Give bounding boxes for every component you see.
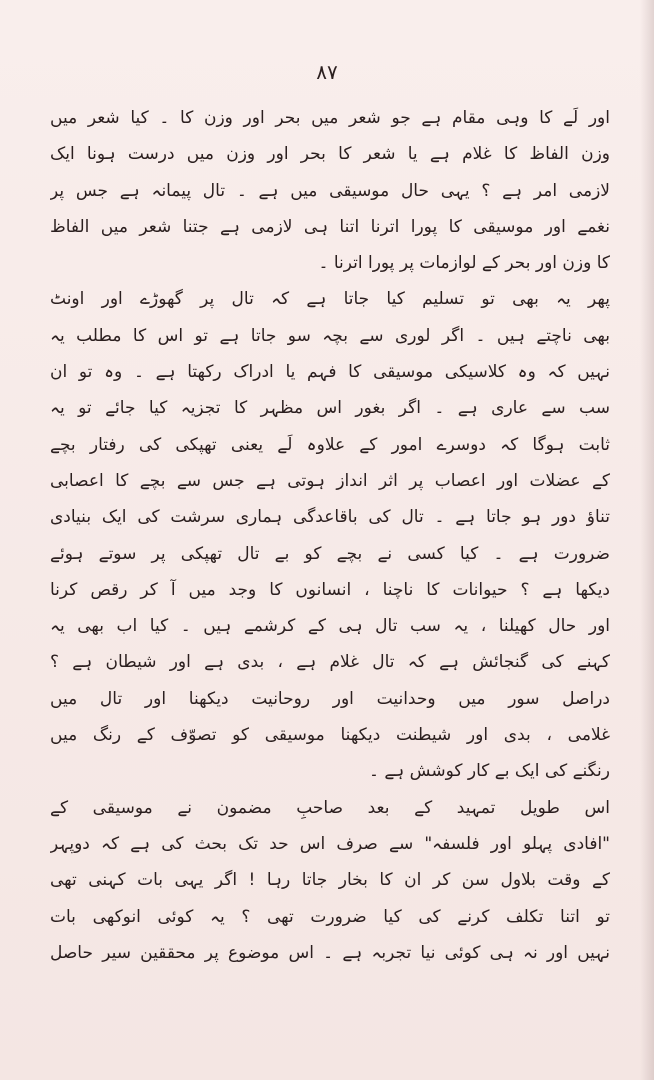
text-line: ثابت ہوگا کہ دوسرے امور کے علاوہ لَے یعنی تھپکی کی رفتار بچے (50, 434, 610, 455)
body-text (50, 100, 610, 971)
page-number: ۸۷ (316, 60, 338, 84)
text-line: نہیں اور نہ ہی کوئی نیا تجربہ ہے ۔ اس موضوع پر محققین سیر حاصل (50, 942, 610, 963)
text-line: "افادی پہلو اور فلسفہ" سے صرف اس حد تک بحث کی ہے کہ دوپہر (50, 833, 610, 854)
text-line: اس طویل تمہید کے بعد صاحبِ مضمون نے موسیقی کے (50, 797, 610, 818)
text-line: اور لَے کا وہی مقام ہے جو شعر میں بحر اور وزن کا ۔ کیا شعر میں (50, 108, 610, 128)
text-line: تناؤ دور ہو جاتا ہے ۔ تال کی باقاعدگی ہماری سرشت کی ایک بنیادی (50, 507, 610, 528)
text-line: لازمی امر ہے ؟ یہی حال موسیقی میں ہے ۔ تال پیمانہ ہے جس پر (50, 180, 610, 201)
text-line: دراصل سور میں وحدانیت اور روحانیت دیکھنا اور تال میں (50, 688, 610, 709)
text-line: کے عضلات اور اعصاب پر اثر انداز ہوتی ہے جس سے بچے کا اعصابی (50, 470, 610, 491)
text-line: ضرورت ہے ۔ کیا کسی نے بچے کو بے تال تھپکی پر سوتے ہوئے (50, 543, 610, 564)
text-line: غلامی ، بدی اور شیطنت دیکھنا موسیقی کو تصوّف کے رنگ میں (50, 725, 610, 746)
text-line: رنگنے کی ایک بے کار کوشش ہے ۔ (368, 761, 610, 782)
text-line: اور حال کھیلنا ، یہ سب تال ہی کے کرشمے ہیں ۔ کیا اب بھی یہ (50, 616, 610, 637)
text-line: وزن الفاظ کا غلام ہے یا شعر کا بحر اور وزن میں درست ہونا ایک (50, 144, 610, 165)
text-line: نہیں کہ وہ کلاسیکی موسیقی کا فہم یا ادراک رکھتا ہے ۔ وہ تو ان (50, 362, 610, 383)
text-line: بھی ناچتے ہیں ۔ اگر لوری سے بچہ سو جاتا ہے تو اس کا مطلب یہ (50, 325, 610, 346)
text-line: دیکھا ہے ؟ حیوانات کا ناچنا ، انسانوں کا وجد میں آ کر رقص کرنا (50, 579, 610, 600)
text-line: کے وقت بلاول سن کر ان کا بخار جاتا رہا ! اگر یہی بات کہنی تھی (50, 870, 610, 891)
text-line: نغمے اور موسیقی کا پورا اترنا اتنا ہی لازمی ہے جتنا شعر میں الفاظ (50, 216, 610, 237)
text-line: کہنے کی گنجائش ہے کہ تال غلام ہے ، بدی ہے اور شیطان ہے ؟ (50, 652, 610, 673)
text-line: تو اتنا تکلف کرنے کی کیا ضرورت تھی ؟ یہ کوئی انوکھی بات (50, 906, 610, 927)
page-spine-shadow (640, 0, 654, 1080)
text-line: پھر یہ بھی تو تسلیم کیا جاتا ہے کہ تال پر گھوڑے اور اونٹ (50, 289, 610, 310)
text-line: سب سے عاری ہے ۔ اگر بغور اس مظہر کا تجزیہ کیا جائے تو یہ (50, 398, 610, 419)
text-line: کا وزن اور بحر کے لوازمات پر پورا اترنا ۔ (318, 253, 610, 274)
